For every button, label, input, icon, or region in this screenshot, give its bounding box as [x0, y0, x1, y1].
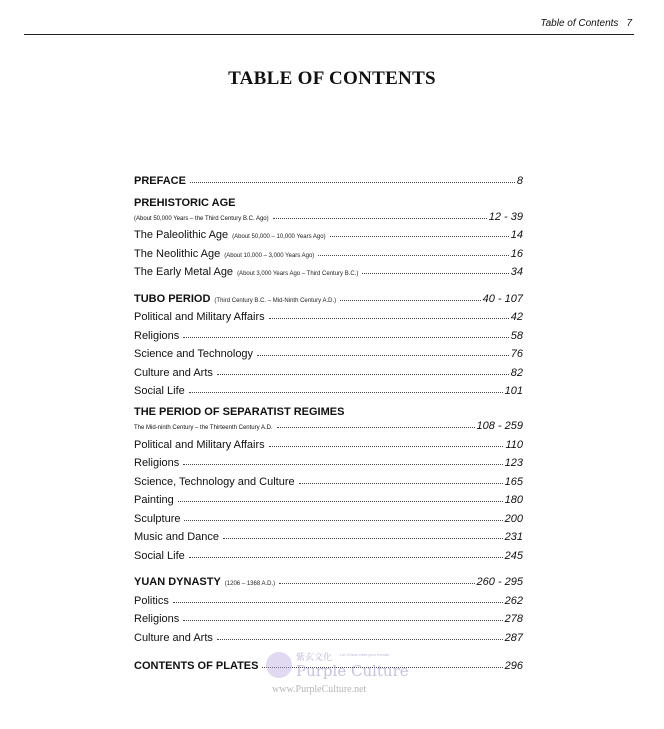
toc-entry-sep-science[interactable]: [134, 469, 523, 488]
dot-leader: [190, 182, 515, 183]
toc-entry-paleolithic[interactable]: [134, 223, 523, 242]
toc-entry-pages: 110: [505, 438, 523, 451]
dot-leader: [277, 427, 475, 428]
toc-entry-title: Painting: [134, 494, 174, 506]
toc-entry-tubo-religions[interactable]: [134, 323, 523, 342]
toc-entry-pages: 200: [504, 512, 523, 525]
watermark-url: www.PurpleCulture.net: [272, 684, 367, 695]
toc-entry-pages: 231: [504, 531, 523, 543]
toc-entry-pages: 101: [504, 385, 523, 397]
toc-entry-prehistoric[interactable]: [134, 210, 523, 223]
toc-entry-title: Sculpture: [134, 512, 181, 525]
dot-leader: [178, 501, 503, 502]
toc-entry-title: Religions: [134, 613, 180, 625]
toc-entry-sep-religions[interactable]: [134, 451, 523, 470]
dot-leader: [299, 483, 503, 484]
toc-entry-title: Social Life: [134, 385, 185, 397]
toc-entry-sep-sculpture[interactable]: [134, 506, 523, 525]
dot-leader: [184, 520, 502, 521]
toc-entry-pages: 260 - 295: [476, 576, 523, 588]
toc-entry-tubo-political[interactable]: [134, 305, 523, 324]
toc-entry-title: Music and Dance: [134, 531, 219, 543]
watermark-chinese: 紫玄文化: [296, 653, 333, 663]
section-title-yuan: YUAN DYNASTY: [134, 576, 221, 588]
toc-entry-pages: 58: [510, 329, 523, 342]
toc-entry-sep-political[interactable]: [134, 432, 523, 451]
section-note: (1206 – 1368 A.D.): [224, 581, 276, 587]
dot-leader: [279, 583, 474, 584]
toc-entry-pages: 14: [510, 229, 523, 241]
toc-entry-pages: 76: [510, 348, 523, 360]
toc-entry-preface[interactable]: [134, 168, 523, 187]
toc-entry-tubo[interactable]: [134, 286, 523, 305]
toc-entry-tubo-social[interactable]: [134, 379, 523, 398]
watermark-tagline: Let China meet your friends: [340, 652, 390, 657]
section-note: (About 50,000 Years – the Third Century B.C. Ago): [134, 215, 269, 222]
toc-entry-pages: 8: [516, 174, 523, 187]
toc-entry-sep-social[interactable]: [134, 543, 523, 562]
toc-entry-separatist[interactable]: [134, 419, 523, 432]
dot-leader: [223, 538, 503, 539]
dot-leader: [330, 236, 509, 237]
toc-entry-title: Political and Military Affairs: [134, 438, 265, 451]
section-title-tubo: TUBO PERIOD: [134, 292, 211, 305]
toc-entry-pages: 42: [510, 311, 523, 323]
dot-leader: [189, 392, 503, 393]
table-of-contents: [134, 168, 523, 672]
toc-entry-note: (About 10,000 – 3,000 Years Ago): [224, 252, 315, 259]
watermark-logo-icon: [266, 652, 292, 678]
toc-entry-title: The Neolithic Age: [134, 247, 221, 260]
toc-entry-pages: 34: [510, 266, 523, 278]
toc-entry-pages: 245: [504, 549, 523, 562]
dot-leader: [183, 337, 509, 338]
toc-entry-note: (About 50,000 – 10,000 Years Ago): [232, 234, 326, 240]
toc-entry-tubo-science[interactable]: [134, 342, 523, 361]
toc-entry-title: PREFACE: [134, 174, 186, 187]
dot-leader: [183, 620, 502, 621]
toc-entry-title: Science, Technology and Culture: [134, 475, 295, 488]
toc-entry-title: Culture and Arts: [134, 366, 213, 379]
toc-entry-title: CONTENTS OF PLATES: [134, 660, 259, 672]
dot-leader: [217, 374, 509, 375]
toc-entry-pages: 262: [504, 594, 523, 607]
dot-leader: [257, 355, 509, 356]
section-title-separatist: THE PERIOD OF SEPARATIST REGIMES: [134, 406, 345, 418]
toc-entry-title: Religions: [134, 329, 180, 342]
toc-entry-yuan-culture[interactable]: [134, 625, 523, 644]
toc-entry-title: Culture and Arts: [134, 631, 213, 644]
toc-entry-title: Political and Military Affairs: [134, 311, 265, 323]
toc-entry-pages: 180: [504, 494, 523, 506]
section-note: The Mid-ninth Century – the Thirteenth Century A.D.: [134, 425, 273, 431]
page-number: 7: [626, 18, 632, 29]
toc-entry-early-metal[interactable]: [134, 260, 523, 279]
toc-entry-pages: 82: [510, 366, 523, 379]
dot-leader: [362, 273, 508, 274]
toc-entry-title: Politics: [134, 594, 169, 607]
toc-entry-title: The Early Metal Age: [134, 266, 234, 278]
dot-leader: [173, 602, 503, 603]
toc-entry-yuan-religions[interactable]: [134, 607, 523, 626]
dot-leader: [269, 446, 504, 447]
toc-entry-tubo-culture[interactable]: [134, 360, 523, 379]
dot-leader: [269, 318, 509, 319]
toc-entry-pages: 108 - 259: [476, 420, 523, 432]
toc-entry-title: Social Life: [134, 549, 185, 562]
toc-entry-pages: 40 - 107: [482, 292, 523, 305]
dot-leader: [217, 639, 503, 640]
toc-entry-sep-painting[interactable]: [134, 488, 523, 507]
toc-entry-pages: 165: [504, 475, 523, 488]
section-title-prehistoric: PREHISTORIC AGE: [134, 196, 236, 209]
page-title: TABLE OF CONTENTS: [228, 68, 436, 89]
toc-entry-pages: 123: [504, 457, 523, 469]
toc-entry-note: (About 3,000 Years Ago – Third Century B.C.): [237, 271, 359, 277]
toc-entry-title: The Paleolithic Age: [134, 229, 229, 241]
dot-leader: [273, 218, 487, 219]
watermark: [266, 650, 416, 696]
toc-entry-neolithic[interactable]: [134, 241, 523, 260]
header-rule: [24, 34, 634, 35]
toc-entry-title: Religions: [134, 457, 180, 469]
toc-entry-pages: 278: [504, 613, 523, 625]
running-head-title: Table of Contents: [540, 18, 619, 29]
toc-entry-pages: 287: [504, 631, 523, 644]
section-note: (Third Century B.C. – Mid-Ninth Century A.D.): [214, 297, 337, 304]
dot-leader: [340, 300, 481, 301]
toc-entry-yuan[interactable]: [134, 570, 523, 589]
dot-leader: [189, 557, 503, 558]
toc-entry-sep-music[interactable]: [134, 525, 523, 544]
toc-entry-pages: 16: [510, 247, 523, 260]
dot-leader: [183, 464, 502, 465]
toc-entry-title: Science and Technology: [134, 348, 254, 360]
dot-leader: [318, 255, 508, 256]
toc-entry-pages: 296: [504, 660, 523, 672]
running-head: [540, 18, 632, 29]
watermark-brand: Purple Culture: [296, 662, 409, 680]
toc-entry-pages: 12 - 39: [488, 210, 523, 223]
toc-entry-yuan-politics[interactable]: [134, 588, 523, 607]
